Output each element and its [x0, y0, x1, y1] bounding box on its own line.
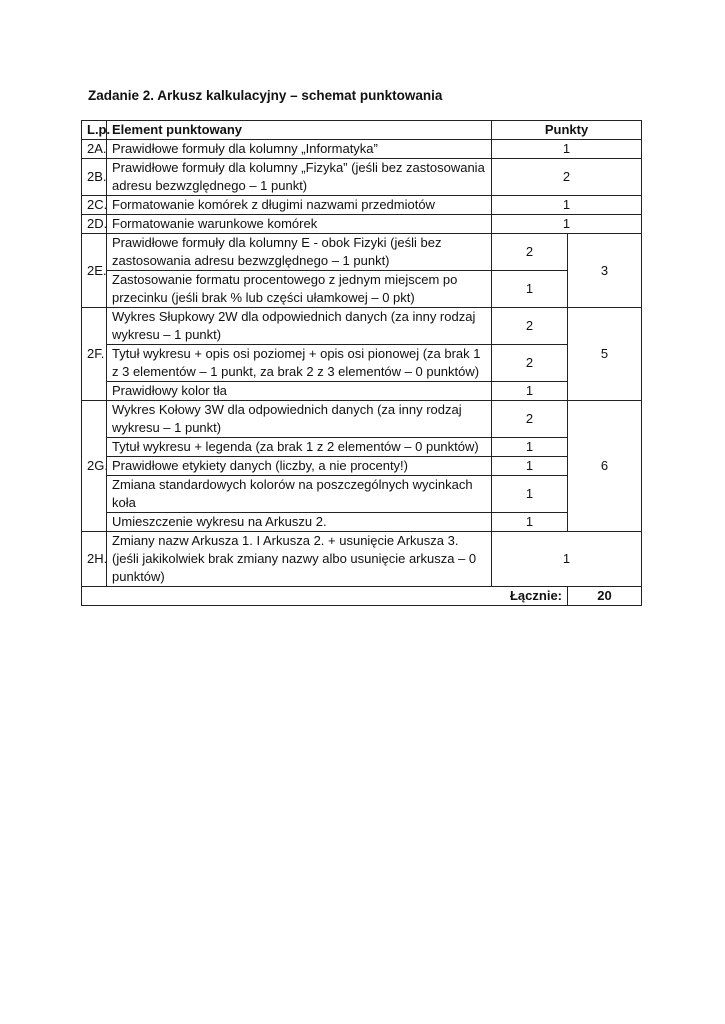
row-points: 2	[492, 401, 568, 438]
table-total-row	[82, 587, 642, 606]
row-points: 1	[492, 382, 568, 401]
table-row	[82, 308, 642, 345]
header-lp: L.p.	[82, 121, 107, 140]
header-element: Element punktowany	[107, 121, 492, 140]
row-lp: 2C.	[82, 196, 107, 215]
row-lp: 2B.	[82, 159, 107, 196]
row-element: Tytuł wykresu + opis osi poziomej + opis osi pionowej (za brak 1 z 3 elementów – 1 punkt, za brak 2 z 3 elementów – 0 punktów)	[107, 345, 492, 382]
row-element: Formatowanie warunkowe komórek	[107, 215, 492, 234]
table-row	[82, 401, 642, 438]
row-element: Formatowanie komórek z długimi nazwami przedmiotów	[107, 196, 492, 215]
table-row	[82, 476, 642, 513]
row-points: 1	[492, 513, 568, 532]
row-points: 1	[492, 476, 568, 513]
row-element: Prawidłowy kolor tła	[107, 382, 492, 401]
row-points: 2	[492, 345, 568, 382]
table-header-row	[82, 121, 642, 140]
table-row	[82, 215, 642, 234]
table-row	[82, 140, 642, 159]
table-row	[82, 159, 642, 196]
total-label: Łącznie:	[82, 587, 568, 606]
row-points: 1	[492, 438, 568, 457]
row-points: 1	[492, 457, 568, 476]
table-row	[82, 345, 642, 382]
table-row	[82, 271, 642, 308]
row-total-points: 3	[568, 234, 642, 308]
row-element: Wykres Słupkowy 2W dla odpowiednich danych (za inny rodzaj wykresu – 1 punkt)	[107, 308, 492, 345]
table-row	[82, 532, 642, 587]
table-row	[82, 234, 642, 271]
row-element: Prawidłowe formuły dla kolumny E - obok Fizyki (jeśli bez zastosowania adresu bezwzględnego – 1 punkt)	[107, 234, 492, 271]
row-element: Prawidłowe etykiety danych (liczby, a nie procenty!)	[107, 457, 492, 476]
row-points: 1	[492, 140, 642, 159]
row-points: 2	[492, 234, 568, 271]
row-total-points: 6	[568, 401, 642, 532]
table-row	[82, 513, 642, 532]
row-lp: 2E.	[82, 234, 107, 308]
row-lp: 2D.	[82, 215, 107, 234]
row-total-points: 5	[568, 308, 642, 401]
table-row	[82, 438, 642, 457]
row-points: 1	[492, 271, 568, 308]
row-points: 1	[492, 532, 642, 587]
row-points: 1	[492, 196, 642, 215]
row-lp: 2H.	[82, 532, 107, 587]
row-points: 2	[492, 308, 568, 345]
scoring-table	[81, 120, 642, 606]
row-points: 1	[492, 215, 642, 234]
row-element: Zmiany nazw Arkusza 1. I Arkusza 2. + usunięcie Arkusza 3. (jeśli jakikolwiek brak zmiany nazwy albo usunięcie arkusza – 0 punktów)	[107, 532, 492, 587]
row-element: Umieszczenie wykresu na Arkuszu 2.	[107, 513, 492, 532]
table-row	[82, 382, 642, 401]
header-points: Punkty	[492, 121, 642, 140]
row-element: Zastosowanie formatu procentowego z jednym miejscem po przecinku (jeśli brak % lub części ułamkowej – 0 pkt)	[107, 271, 492, 308]
row-element: Zmiana standardowych kolorów na poszczególnych wycinkach koła	[107, 476, 492, 513]
row-points: 2	[492, 159, 642, 196]
table-row	[82, 196, 642, 215]
table-row	[82, 457, 642, 476]
row-lp: 2F.	[82, 308, 107, 401]
row-element: Tytuł wykresu + legenda (za brak 1 z 2 elementów – 0 punktów)	[107, 438, 492, 457]
row-element: Prawidłowe formuły dla kolumny „Informatyka”	[107, 140, 492, 159]
row-lp: 2G.	[82, 401, 107, 532]
row-element: Wykres Kołowy 3W dla odpowiednich danych (za inny rodzaj wykresu – 1 punkt)	[107, 401, 492, 438]
row-element: Prawidłowe formuły dla kolumny „Fizyka” (jeśli bez zastosowania adresu bezwzględnego – 1 punkt)	[107, 159, 492, 196]
total-value: 20	[568, 587, 642, 606]
page-title: Zadanie 2. Arkusz kalkulacyjny – schemat punktowania	[88, 88, 443, 103]
row-lp: 2A.	[82, 140, 107, 159]
